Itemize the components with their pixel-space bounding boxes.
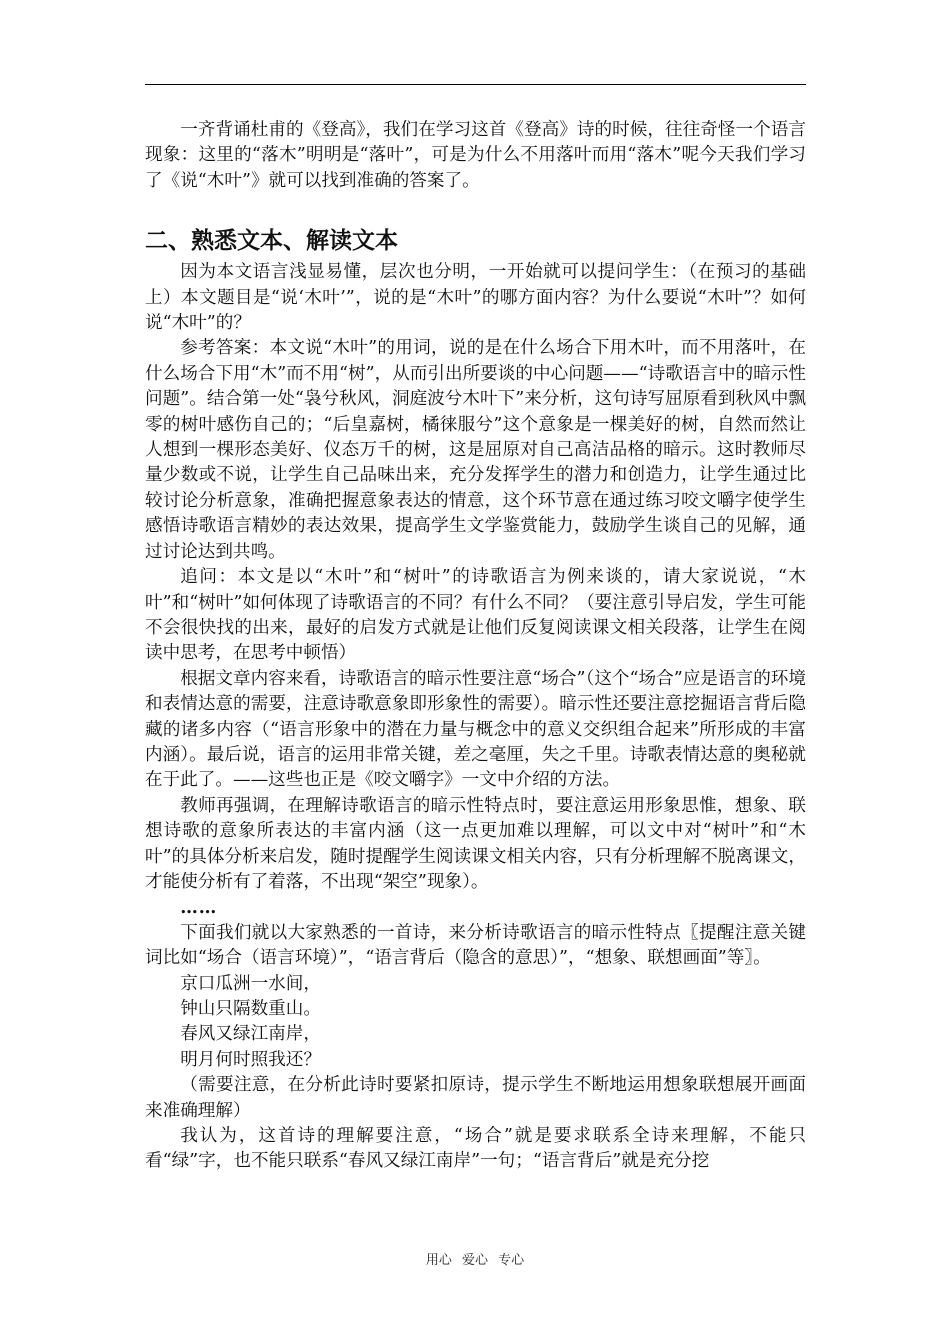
poem-line: 春风又绿江南岸，: [180, 1024, 321, 1045]
paragraph-follow-up: 追问：本文是以“木叶”和“树叶”的诗歌语言为例来谈的，请大家说说，“木叶”和“树叶”如何体现了诗歌语言的不同？有什么不同？（要注意引导启发，学生可能不会很快找的出来，最好的启发方式就是让他们反复阅读课文相关段落，让学生在阅读中思考，在思考中顿悟）: [145, 567, 806, 664]
paragraph-analysis: 根据文章内容来看，诗歌语言的暗示性要注意“场合”（这个“场合”应是语言的环境和表情达意的需要，注意诗歌意象即形象性的需要）。暗示性还要注意挖掘语言背后隐藏的诸多内容（“语言形象中的潜在力量与概念中的意义交织组合起来”所形成的丰富内涵）。最后说，语言的运用非常关键，差之毫厘，失之千里。诗歌表情达意的奥秘就在于此了。——这些也正是《咬文嚼字》一文中介绍的方法。: [145, 668, 806, 791]
ellipsis: ……: [180, 897, 218, 919]
paragraph-reference-answer: 参考答案：本文说“木叶”的用词，说的是在什么场合下用木叶，而不用落叶，在什么场合下用“木”而不用“树”，从而引出所要谈的中心问题——“诗歌语言中的暗示性问题”。结合第一处“袅兮秋风，洞庭波兮木叶下”来分析，这句诗写屈原看到秋风中飘零的树叶感伤自己的；“后皇嘉树，橘徕服兮”这个意象是一棵美好的树，自然而然让人想到一棵形态美好、仪态万千的树，这是屈原对自己高洁品格的暗示。这时教师尽量少数或不说，让学生自己品味出来，充分发挥学生的潜力和创造力，让学生通过比较讨论分析意象，准确把握意象表达的情意，这个环节意在通过练习咬文嚼字使学生感悟诗歌语言精妙的表达效果，提高学生文学鉴赏能力，鼓励学生谈自己的见解，通过讨论达到共鸣。: [145, 338, 806, 562]
header-rule: [145, 84, 806, 85]
paragraph-question: 因为本文语言浅显易懂，层次也分明，一开始就可以提问学生：（在预习的基础上）本文题目是“说‘木叶’”，说的是“木叶”的哪方面内容？为什么要说“木叶”？如何说“木叶”的？: [145, 262, 806, 334]
poem-note: （需要注意，在分析此诗时要紧扣原诗，提示学生不断地运用想象联想展开画面来准确理解）: [145, 1075, 806, 1121]
poem-line: 明月何时照我还？: [180, 1049, 321, 1070]
poem-line: 京口瓜洲一水间，: [180, 973, 321, 994]
page-footer: 用心 爱心 专心: [425, 1253, 525, 1268]
poem-intro: 下面我们就以大家熟悉的一首诗，来分析诗歌语言的暗示性特点〖提醒注意关键词比如“场合（语言环境）”，“语言背后（隐含的意思）”，“想象、联想画面”等〗。: [145, 922, 806, 969]
paragraph-teacher-emphasis: 教师再强调，在理解诗歌语言的暗示性特点时，要注意运用形象思惟，想象、联想诗歌的意象所表达的丰富内涵（这一点更加难以理解，可以文中对“树叶”和“木叶”的具体分析来启发，随时提醒学生阅读课文相关内容，只有分析理解不脱离课文，才能使分析有了着落，不出现“架空”现象）。: [145, 795, 806, 892]
closing-paragraph: 我认为，这首诗的理解要注意，“场合”就是要求联系全诗来理解，不能只看“绿”字，也不能只联系“春风又绿江南岸”一句；“语言背后”就是充分挖: [145, 1126, 806, 1172]
section-heading: 二、熟悉文本、解读文本: [145, 228, 398, 255]
document-body: [145, 118, 806, 1175]
poem-line: 钟山只隔数重山。: [180, 999, 321, 1019]
poem: [145, 972, 806, 1074]
intro-paragraph: 一齐背诵杜甫的《登高》，我们在学习这首《登高》诗的时候，往往奇怪一个语言现象：这里的“落木”明明是“落叶”，可是为什么不用落叶而用“落木”呢今天我们学习了《说“木叶”》就可以找到准确的答案了。: [145, 120, 806, 191]
